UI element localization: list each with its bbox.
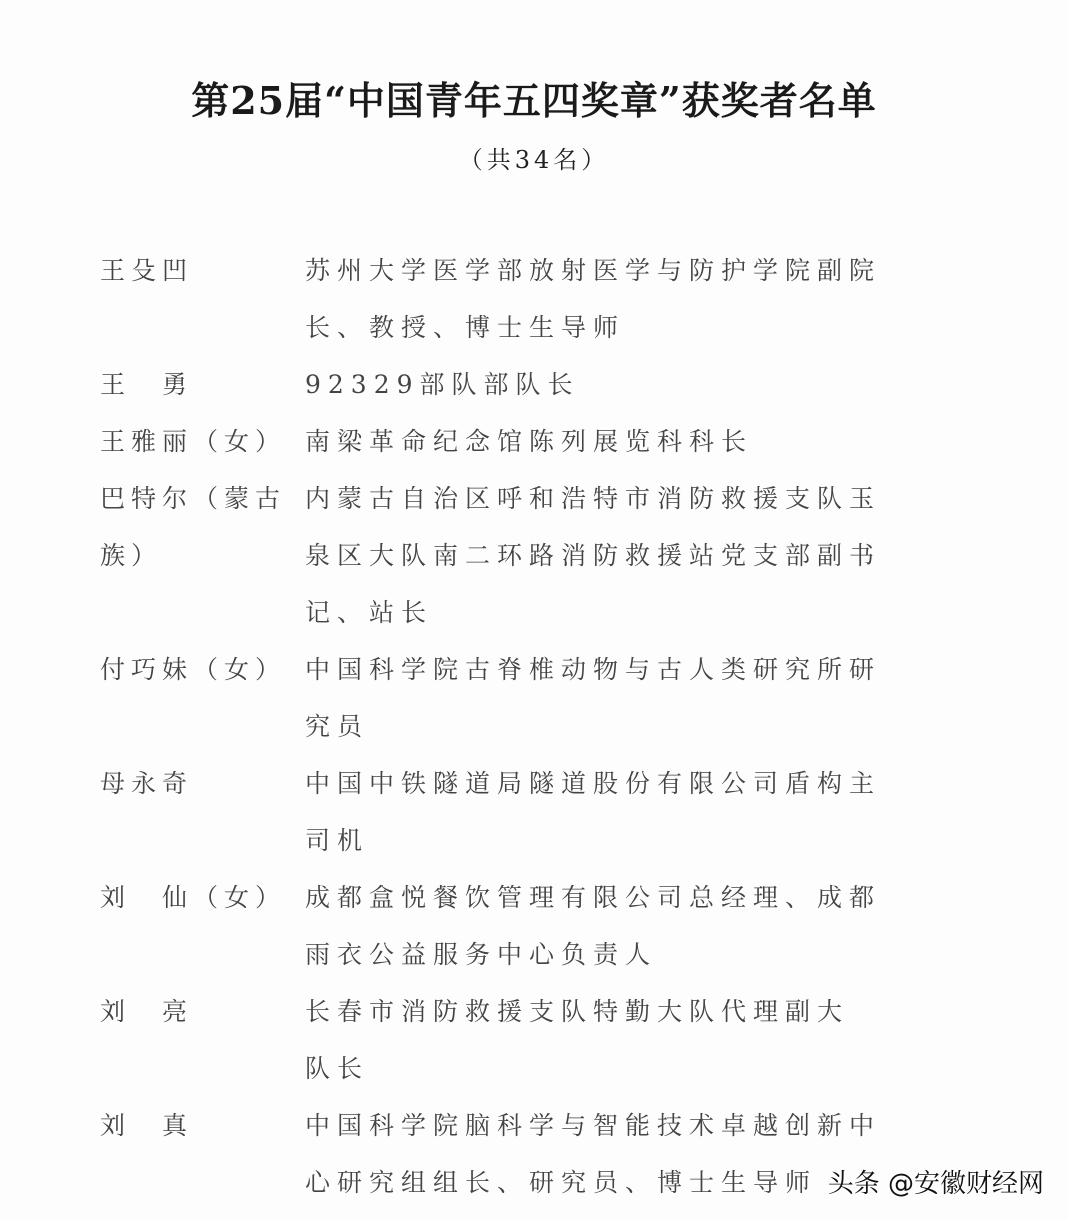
position-line: 92329部队部队长 [305, 370, 580, 399]
position-line: 中国中铁隧道局隧道股份有限公司盾构主 [305, 769, 882, 798]
position-line: 究员 [305, 712, 370, 741]
awardee-row [0, 356, 1068, 413]
awardee-row [0, 983, 1068, 1097]
position-line: 长春市消防救援支队特勤大队代理副大 [305, 997, 850, 1026]
position-line: 记、站长 [305, 598, 434, 627]
awardee-name: 刘 真 [100, 1111, 194, 1140]
position-line: 队长 [305, 1054, 370, 1083]
awardee-name: 刘 仙（女） [100, 883, 287, 912]
position-line: 中国科学院脑科学与智能技术卓越创新中 [305, 1111, 882, 1140]
document-title: 第25届“中国青年五四奖章”获奖者名单 [191, 78, 877, 123]
awardee-name: 巴特尔（蒙古族） [100, 484, 287, 570]
position-line: 南梁革命纪念馆陈列展览科科长 [305, 427, 754, 456]
position-line: 长、教授、博士生导师 [305, 313, 626, 342]
awardee-position [305, 983, 865, 1097]
awardee-name: 王殳凹 [100, 256, 194, 285]
awardee-position [305, 356, 865, 413]
awardee-name: 王 勇 [100, 370, 194, 399]
awardee-list [0, 242, 1068, 1211]
position-line: 心研究组组长、研究员、博士生导师 [305, 1168, 818, 1197]
awardee-position [305, 1097, 882, 1211]
position-line: 中国科学院古脊椎动物与古人类研究所研 [305, 655, 882, 684]
position-line: 成都盒悦餐饮管理有限公司总经理、成都 [305, 883, 882, 912]
awardee-position [305, 413, 865, 470]
awardee-name: 付巧妹（女） [100, 655, 287, 684]
awardee-row [0, 869, 1068, 983]
awardee-position [305, 242, 882, 356]
awardee-position [305, 641, 882, 755]
watermark: 头条 @安徽财经网 [827, 1169, 1044, 1199]
awardee-name: 王雅丽（女） [100, 427, 287, 456]
position-line: 内蒙古自治区呼和浩特市消防救援支队玉 [305, 484, 882, 513]
position-line: 雨衣公益服务中心负责人 [305, 940, 658, 969]
awardee-row [0, 242, 1068, 356]
awardee-row [0, 755, 1068, 869]
awardee-name: 母永奇 [100, 769, 194, 798]
position-line: 苏州大学医学部放射医学与防护学院副院 [305, 256, 882, 285]
position-line: 泉区大队南二环路消防救援站党支部副书 [305, 541, 882, 570]
document-subtitle: （共34名） [458, 146, 610, 174]
awardee-row [0, 641, 1068, 755]
awardee-position [305, 470, 882, 641]
awardee-position [305, 869, 882, 983]
awardee-position [305, 755, 882, 869]
awardee-row [0, 470, 1068, 641]
awardee-row [0, 413, 1068, 470]
awardee-name: 刘 亮 [100, 997, 194, 1026]
position-line: 司机 [305, 826, 370, 855]
